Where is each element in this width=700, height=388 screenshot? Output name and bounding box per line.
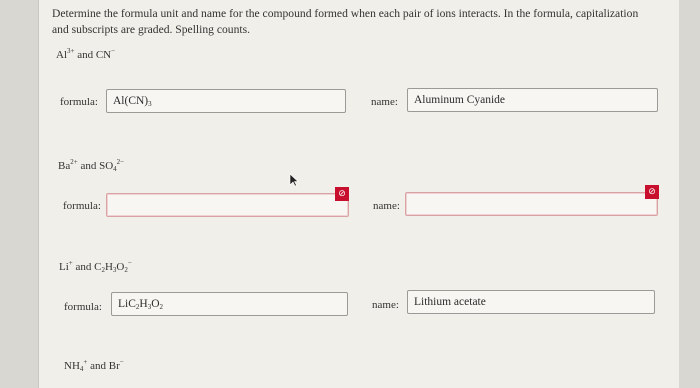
question-text [52, 6, 672, 38]
question-line-1: Determine the formula unit and name for the compound formed when each pair of ions interacts. In the formula, capitalization [52, 7, 639, 20]
ion-2-charge: − [119, 358, 124, 366]
ion-1: Al [56, 49, 67, 61]
ion-2: $C_2H_3O_2$ [94, 261, 128, 274]
name-label: name: [371, 96, 398, 108]
name-label: name: [373, 200, 400, 212]
mouse-cursor-icon [289, 173, 299, 187]
ion-pair-2 [58, 158, 124, 173]
name-value: Lithium acetate [414, 296, 486, 308]
name-label: name: [372, 299, 399, 311]
ion-2: SO [99, 160, 114, 172]
ion-1-charge: + [68, 259, 73, 267]
and-label: and [90, 360, 106, 372]
formula-label: formula: [63, 200, 101, 212]
ion-2-charge: 2− [116, 158, 125, 166]
question-line-2: and subscripts are graded. Spelling counts. [52, 23, 251, 36]
formula-input-2[interactable] [106, 193, 349, 217]
ion-pair-3 [59, 259, 132, 274]
ion-1-charge: 2+ [70, 158, 78, 166]
ion-1: NH [64, 360, 80, 372]
name-input-3[interactable] [407, 290, 655, 314]
ion-pair-4 [64, 358, 124, 373]
ion-1-subscript: 4 [79, 365, 84, 373]
and-label: and [75, 261, 92, 273]
formula-label: formula: [60, 96, 98, 108]
and-label: and [80, 160, 97, 172]
ion-1: Li [59, 261, 69, 273]
ion-pair-1 [56, 47, 115, 61]
ion-2: CN [95, 49, 112, 61]
formula-value: $Al(CN)_3$ [113, 95, 152, 108]
formula-label: formula: [64, 301, 102, 313]
ion-1: Ba [58, 160, 71, 172]
ion-1-charge: 3+ [67, 47, 75, 55]
ion-2-charge: − [111, 47, 116, 55]
name-value: Aluminum Cyanide [414, 94, 506, 106]
ion-2-charge: − [127, 259, 132, 267]
and-label: and [77, 49, 94, 61]
name-input-2[interactable] [405, 192, 658, 216]
ion-2: Br [108, 360, 120, 372]
error-icon: ⊘ [336, 188, 348, 200]
name-input-1[interactable] [407, 88, 658, 112]
ion-2-subscript: 4 [113, 165, 117, 173]
ion-1-charge: + [83, 358, 88, 366]
error-icon: ⊘ [646, 186, 658, 198]
formula-input-3[interactable] [111, 292, 348, 316]
formula-value: $LiC_2H_3O_2$ [118, 298, 164, 311]
formula-input-1[interactable] [106, 89, 346, 113]
